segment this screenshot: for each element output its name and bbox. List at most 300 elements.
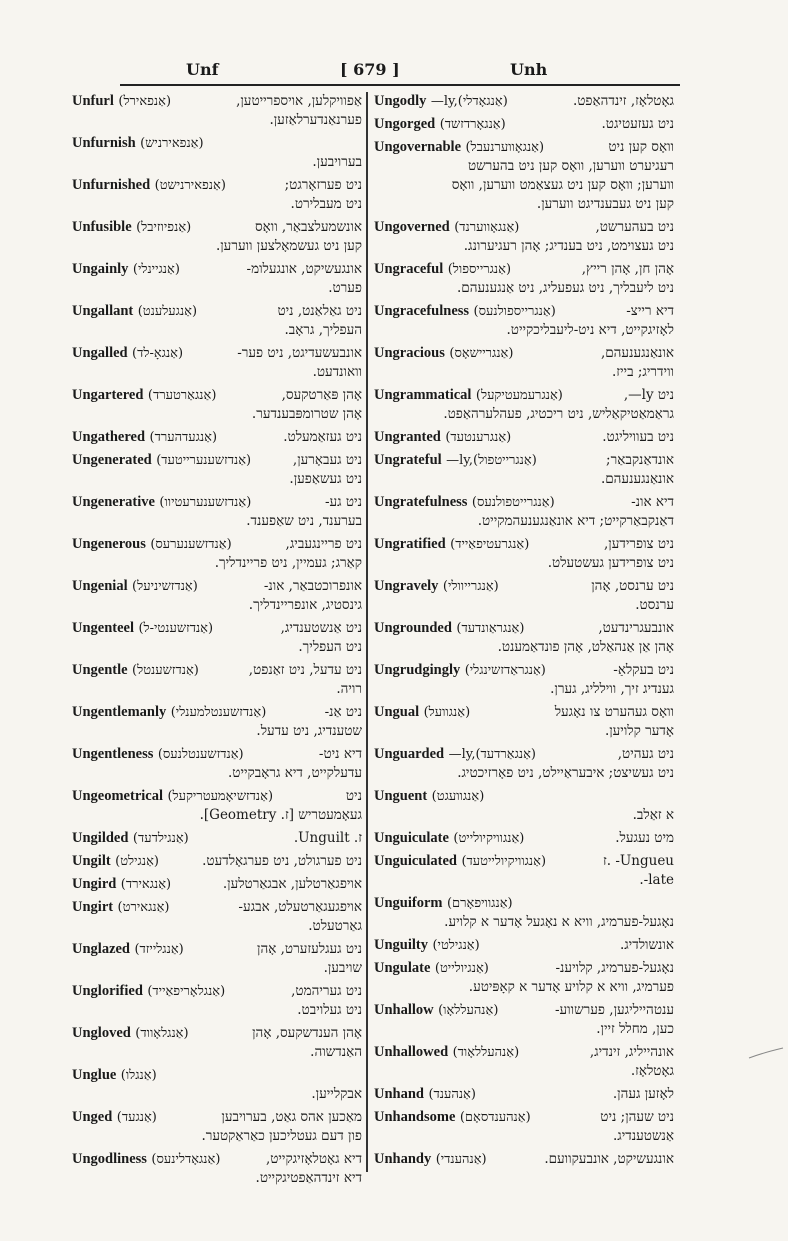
entry-definition: אונפרוכטבאַר, אונ- [263, 578, 362, 594]
entry-definition: דיא גאָטלאָזיגקייט, [265, 1151, 362, 1167]
entry-continuation: אַנשטענדיג. [612, 1128, 674, 1144]
entry-continuation: א זאַלב. [632, 807, 674, 823]
header-right-guideword: Unh [510, 60, 548, 79]
entry-pronunciation: (אַנהענדי) [435, 1152, 487, 1167]
entry-definition: ניט געהיט, [617, 746, 674, 762]
entry-first-line [72, 428, 362, 447]
entry-pronunciation: (אַנגוועל) [423, 705, 471, 720]
entry-first-line [72, 787, 362, 806]
entry-headword-group [374, 1150, 487, 1169]
entry-continuation: רעגיערט ווערען, וואָס קען ניט בהערשט [467, 158, 674, 174]
entry-pronunciation: (אַנגיולייט) [434, 961, 489, 976]
entry-definition: ניט געגלעזערט, אָהן [257, 941, 362, 957]
entry-continuation: ניט צופרידען געשטעלט. [547, 555, 674, 571]
dictionary-entry [72, 661, 362, 699]
dictionary-entry [374, 218, 674, 256]
entry-definition: אונאַנגענעהם, [600, 345, 674, 361]
entry-continuation: אָהן אַן אַנהאַלט, אָהן פונדאַמענט. [497, 639, 674, 655]
entry-pronunciation: (אַנגוויקיולייטעד) [461, 854, 547, 869]
entry-headword-group [72, 982, 225, 1001]
dictionary-entry [374, 745, 674, 783]
entry-definition: מיט נעגעל. [615, 830, 674, 846]
entry-headword: Ungathered [72, 429, 146, 445]
entry-pronunciation: (אַנדזשענטל) [132, 663, 199, 678]
entry-continuation: אָדער קלויען. [604, 723, 674, 739]
dictionary-entry [374, 894, 674, 932]
entry-headword: Ungallant [72, 303, 134, 319]
entry-headword: Ungorged [374, 116, 436, 132]
entry-headword: Ungodliness [72, 1151, 147, 1167]
entry-first-line [72, 1150, 362, 1169]
entry-first-line [72, 344, 362, 363]
entry-continuation: האַנדשוה. [310, 1044, 362, 1060]
entry-continuation: פערנאַנדערלאַזען. [269, 112, 362, 128]
entry-definition: אונשולדיג. [619, 937, 674, 953]
entry-definition: וואָס קען ניט [608, 139, 674, 155]
entry-pronunciation: (אַנדזשענטלמענלי) [170, 705, 267, 720]
entry-headword-group [374, 936, 480, 955]
entry-first-line [374, 703, 674, 722]
entry-pronunciation: (אַנדזשענטי-ל) [138, 621, 214, 636]
dictionary-entry [374, 1001, 674, 1039]
entry-headword-group [374, 428, 511, 447]
dictionary-entry [72, 493, 362, 531]
entry-headword: Ungracious [374, 345, 445, 361]
entry-definition: ענטהייליגען, פערשווע- [554, 1002, 674, 1018]
entry-definition: ניט געזעטיגט. [601, 116, 674, 132]
dictionary-entry [72, 92, 362, 130]
entry-first-line [72, 619, 362, 638]
entry-headword-group [72, 1108, 157, 1127]
dictionary-entry [72, 302, 362, 340]
entry-continuation: דאַנקבאַרקייט; דיא אונאַנגענעהמקייט. [477, 513, 674, 529]
entry-pronunciation: (אַנגאָווערנד) [454, 220, 520, 235]
entry-first-line [72, 898, 362, 917]
dictionary-entry [374, 1150, 674, 1169]
entry-definition: ניט שעהן; ניט [600, 1109, 674, 1125]
entry-headword-group [374, 535, 529, 554]
dictionary-entry [374, 115, 674, 134]
entry-headword: Unfurl [72, 93, 114, 109]
entry-definition: לאָזען געהן. [612, 1086, 674, 1102]
entry-pronunciation: —ly,(אַנגרייטפול) [446, 453, 537, 468]
entry-pronunciation: (אַנגרייטפולנעס) [471, 495, 555, 510]
entry-definition: מאַכען אהס גאַט, בערויבען [221, 1109, 362, 1125]
entry-definition: ניט געבאָרען, [292, 452, 362, 468]
entry-headword: Unhandy [374, 1151, 432, 1167]
entry-headword: Ungovernable [374, 139, 461, 155]
entry-headword-group [374, 745, 536, 764]
dictionary-entry [374, 138, 674, 214]
entry-headword: Unglazed [72, 941, 130, 957]
entry-first-line [72, 451, 362, 470]
entry-headword: Ungranted [374, 429, 441, 445]
entry-continuation: ניט געצוימט, ניט בענדיג; אָהן רעגיערונג. [463, 238, 674, 254]
column-divider [366, 92, 368, 1172]
entry-headword-group [72, 1024, 189, 1043]
entry-definition: ניט גע- [324, 494, 362, 510]
entry-pronunciation: (אַנהענד) [428, 1087, 476, 1102]
entry-headword: Ungracefulness [374, 303, 470, 319]
entry-first-line [72, 703, 362, 722]
dictionary-entry [72, 176, 362, 214]
dictionary-entry [72, 898, 362, 936]
entry-headword: Ungentleness [72, 746, 154, 762]
dictionary-entry [374, 428, 674, 447]
entry-headword: Ungodly [374, 93, 427, 109]
dictionary-entry [374, 577, 674, 615]
entry-first-line [72, 875, 362, 894]
entry-headword-group [374, 787, 484, 806]
entry-first-line [374, 661, 674, 680]
entry-pronunciation: (אַנגאָדלינעס) [151, 1152, 221, 1167]
right-column [374, 92, 674, 1172]
entry-first-line [374, 493, 674, 512]
entry-headword: Ungartered [72, 387, 144, 403]
dictionary-entry [72, 218, 362, 256]
dictionary-entry [72, 451, 362, 489]
entry-first-line [374, 1043, 674, 1062]
entry-continuation: בערענד, ניט שאַפענד. [246, 513, 362, 529]
entry-headword: Unhallow [374, 1002, 434, 1018]
entry-pronunciation: (אַנגאָ-לד) [132, 346, 184, 361]
dictionary-entry [374, 344, 674, 382]
entry-first-line [72, 493, 362, 512]
entry-pronunciation: (אַנגילטי) [432, 938, 480, 953]
entry-pronunciation: (אַנגוועגט) [431, 789, 485, 804]
entry-definition: ז. Unguilt. [293, 830, 362, 846]
entry-first-line [374, 218, 674, 237]
entry-pronunciation: (אַנגעדהערד) [149, 430, 218, 445]
entry-pronunciation: (אַנדזשענערעס) [150, 537, 232, 552]
dictionary-entry [72, 745, 362, 783]
entry-continuation: ניט מעבלירט. [290, 196, 362, 212]
entry-continuation: העפליך, גראָב. [284, 322, 362, 338]
entry-first-line [72, 745, 362, 764]
entry-definition: נאָגעל-פערמיג, קלויענ- [555, 960, 674, 976]
dictionary-entry [374, 1085, 674, 1104]
entry-definition: אונגעשיקט, אונגעלומ- [246, 261, 362, 277]
entry-pronunciation: (אַנגרעמעטיקעל) [475, 388, 563, 403]
entry-headword: Unguilty [374, 937, 428, 953]
entry-first-line [374, 1085, 674, 1104]
entry-headword: Unfusible [72, 219, 132, 235]
entry-first-line [72, 852, 362, 871]
entry-continuation: פערט. [328, 280, 362, 296]
dictionary-entry [374, 959, 674, 997]
entry-first-line [72, 302, 362, 321]
entry-pronunciation: (אַנפאירנישט) [154, 178, 226, 193]
dictionary-entry [374, 1043, 674, 1081]
entry-continuation: ערנסט. [635, 597, 674, 613]
entry-first-line [72, 134, 362, 153]
entry-headword: Ungilt [72, 853, 111, 869]
entry-headword: Ungentle [72, 662, 128, 678]
entry-first-line [72, 386, 362, 405]
entry-continuation: שויבען. [323, 960, 362, 976]
entry-pronunciation: (אַנגלייזד) [134, 942, 184, 957]
entry-headword: Ungratefulness [374, 494, 468, 510]
entry-headword: Unhand [374, 1086, 424, 1102]
entry-headword: Ungratified [374, 536, 446, 552]
entry-headword-group [72, 619, 213, 638]
entry-pronunciation: (אַנגאַרטערד) [147, 388, 217, 403]
entry-headword: Unglue [72, 1067, 117, 1083]
entry-headword: Ungilded [72, 830, 129, 846]
entry-headword-group [374, 493, 555, 512]
dictionary-entry [374, 92, 674, 111]
entry-pronunciation: (אַנגרענטעד) [445, 430, 512, 445]
entry-definition: ניט ly—, [623, 387, 674, 403]
entry-definition: אויפגעגאַרטעלט, אבגע- [238, 899, 362, 915]
entry-headword: Unguarded [374, 746, 445, 762]
entry-first-line [374, 577, 674, 596]
entry-first-line [72, 218, 362, 237]
dictionary-entry [72, 535, 362, 573]
entry-headword-group [374, 1085, 476, 1104]
entry-continuation: ניט העפליך. [298, 639, 362, 655]
entry-headword: Ungravely [374, 578, 439, 594]
entry-first-line [72, 260, 362, 279]
entry-headword-group [72, 703, 266, 722]
entry-pronunciation: (אַנפיוזיבל) [136, 220, 192, 235]
entry-first-line [374, 787, 674, 806]
entry-headword-group [374, 302, 556, 321]
entry-definition: אָהן חן, אָהן רייץ, [581, 261, 674, 277]
entry-headword-group [72, 829, 189, 848]
entry-definition: ניט אַנשטענדיג, [280, 620, 362, 636]
entry-definition: ניט בעהערשט, [595, 219, 674, 235]
dictionary-entry [72, 875, 362, 894]
entry-first-line [374, 959, 674, 978]
entry-headword-group [374, 218, 519, 237]
entry-pronunciation: (אַנגריישאָס) [449, 346, 514, 361]
dictionary-entry [72, 982, 362, 1020]
entry-first-line [72, 176, 362, 195]
entry-continuation: אבקלייען. [311, 1086, 362, 1102]
entry-first-line [374, 138, 674, 157]
entry-headword: Unguent [374, 788, 428, 804]
entry-first-line [374, 852, 674, 871]
entry-definition: וואָס געהערט צו נאָגעל [554, 704, 674, 720]
entry-continuation: אונאַנגענעהם. [600, 471, 674, 487]
entry-continuation: ווערען; וואָס קען ניט געצאַמט ווערען, וואָס [451, 177, 674, 193]
dictionary-entry [72, 577, 362, 615]
entry-headword: Ungenial [72, 578, 128, 594]
entry-headword-group [374, 894, 513, 913]
entry-pronunciation: —ly,(אַנגאָדלי) [430, 94, 508, 109]
entry-first-line [374, 92, 674, 111]
entry-first-line [374, 428, 674, 447]
dictionary-entry [72, 428, 362, 447]
entry-pronunciation: (אַנפאירל) [118, 94, 172, 109]
entry-headword-group [374, 703, 470, 722]
entry-first-line [72, 1108, 362, 1127]
entry-pronunciation: (אַנדזשענטלנעס) [157, 747, 244, 762]
entry-headword-group [374, 959, 489, 978]
entry-first-line [72, 92, 362, 111]
entry-first-line [72, 982, 362, 1001]
entry-headword: Ungird [72, 876, 117, 892]
entry-headword-group [374, 1108, 531, 1127]
entry-headword-group [72, 577, 198, 596]
dictionary-entry [374, 451, 674, 489]
entry-continuation: געאָמעטריש [ז. Geometry]. [199, 807, 362, 823]
entry-continuation: ניט ליעבליך, ניט געפעליג, ניט אַנגענעהם. [457, 280, 674, 296]
entry-headword-group [72, 1066, 157, 1085]
entry-headword-group [374, 619, 524, 638]
entry-definition: דיא רייצ- [626, 303, 674, 319]
dictionary-entry [72, 1024, 362, 1062]
entry-headword-group [72, 787, 273, 806]
entry-first-line [72, 661, 362, 680]
entry-continuation: גאַרטעלט. [308, 918, 362, 934]
entry-definition: ניט בעקלאַ- [613, 662, 674, 678]
entry-continuation: קען ניט געבענדיגט ווערען. [536, 196, 674, 212]
dictionary-entry [72, 1066, 362, 1104]
entry-pronunciation: (אַנגרעטיפאַייד) [450, 537, 530, 552]
entry-pronunciation: (אַנגאירט) [117, 900, 170, 915]
entry-pronunciation: (אַנדזשענערעטיוו) [159, 495, 252, 510]
entry-pronunciation: (אַנגעלענט) [137, 304, 198, 319]
entry-continuation: ניט געשיצט; איבעראַיילט, ניט פאָרזיכטיג. [457, 765, 674, 781]
entry-continuation: קען ניט געשמאָלצען ווערען. [215, 238, 362, 254]
entry-definition: ניט געזאַמעלט. [283, 429, 362, 445]
entry-definition: ניט [345, 788, 362, 804]
entry-continuation: late-. [639, 872, 674, 888]
entry-headword: Ungenerous [72, 536, 146, 552]
entry-first-line [374, 745, 674, 764]
entry-headword-group [374, 138, 544, 157]
entry-first-line [374, 1150, 674, 1169]
entry-pronunciation: (אַנגראַונדעד) [456, 621, 525, 636]
dictionary-entry [374, 787, 674, 825]
entry-first-line [374, 451, 674, 470]
entry-first-line [72, 829, 362, 848]
entry-continuation: פון דעם געטליכען כאַראַקטער. [201, 1128, 362, 1144]
entry-continuation: רויה. [336, 681, 362, 697]
entry-headword: Ungenerative [72, 494, 155, 510]
entry-headword-group [374, 1001, 498, 1020]
entry-headword-group [72, 218, 191, 237]
entry-continuation: גראַמאַטיקאַליש, ניט ריכטיג, פעהלערהאַפט. [443, 406, 674, 422]
entry-headword: Ungloved [72, 1025, 131, 1041]
entry-definition: אונבעשעדיגט, ניט פער- [237, 345, 362, 361]
dictionary-entry [72, 260, 362, 298]
entry-pronunciation: (אַנגרייוולי) [442, 579, 499, 594]
entry-first-line [72, 577, 362, 596]
entry-pronunciation: (אַנגעד) [116, 1110, 157, 1125]
entry-definition: אונבעגרינדעט, [598, 620, 674, 636]
entry-pronunciation: (אַנגראַדזשינגלי) [464, 663, 546, 678]
entry-definition: אַפוויקלען, אויספרייטען, [236, 93, 362, 109]
dictionary-entry [374, 852, 674, 890]
dictionary-entry [72, 344, 362, 382]
entry-first-line [374, 302, 674, 321]
entry-first-line [374, 386, 674, 405]
entry-headword-group [72, 852, 159, 871]
entry-headword: Ungenteel [72, 620, 135, 636]
entry-definition: אָהן הענדשקעס, אָהן [252, 1025, 362, 1041]
entry-pronunciation: (אַנגאָווערנעבל) [465, 140, 545, 155]
entry-pronunciation: (אַנגיינלי) [132, 262, 180, 277]
entry-definition: אָהן פּאַרטקעס, [281, 387, 362, 403]
entry-first-line [374, 829, 674, 848]
entry-definition: ניט ערנסט, אָהן [591, 578, 674, 594]
entry-headword-group [72, 493, 251, 512]
entry-headword-group [374, 115, 506, 134]
entry-headword: Ungual [374, 704, 420, 720]
entry-headword-group [374, 661, 546, 680]
entry-headword: Unguiculate [374, 830, 449, 846]
entry-headword-group [374, 852, 546, 871]
entry-continuation: גאָטלאָז. [630, 1063, 674, 1079]
entry-first-line [374, 936, 674, 955]
entry-pronunciation: (אַנדזשיניעל) [132, 579, 198, 594]
entry-headword-group [374, 344, 513, 363]
entry-definition: ניט בעוויליגט. [602, 429, 674, 445]
entry-pronunciation: (אַנגוויפאָרם) [446, 896, 513, 911]
entry-headword-group [72, 875, 171, 894]
entry-first-line [72, 1024, 362, 1043]
entry-first-line [72, 535, 362, 554]
entry-headword: Ungentlemanly [72, 704, 167, 720]
entry-headword: Unguiculated [374, 853, 457, 869]
entry-headword-group [374, 386, 563, 405]
entry-headword-group [72, 92, 171, 111]
entry-definition: ניט פערגולט, ניט פערגאָלדעט. [202, 853, 362, 869]
entry-definition: ניט אַנ- [324, 704, 362, 720]
entry-continuation: ניט געשאַפען. [289, 471, 362, 487]
pencil-mark [748, 1046, 784, 1060]
entry-continuation: גינסטיג, אונפריינדליך. [248, 597, 362, 613]
entry-pronunciation: (אַנדזשיאָמעטריקעל) [167, 789, 274, 804]
entry-definition: אויפגאַרטלען, אבגאַרטלען. [222, 876, 362, 892]
entry-first-line [374, 1001, 674, 1020]
entry-definition: דיא ניט- [318, 746, 362, 762]
entry-headword-group [72, 535, 232, 554]
entry-definition: אונהייליג, זינדיג, [589, 1044, 674, 1060]
entry-continuation: אָהן שטרומפּבענדער. [251, 406, 362, 422]
entry-definition: גאָטלאָז, זינדהאַפט. [572, 93, 674, 109]
entry-headword-group [374, 92, 508, 111]
entry-pronunciation: (אַנגרייספול) [447, 262, 512, 277]
entry-headword-group [72, 745, 244, 764]
entry-first-line [374, 115, 674, 134]
entry-headword: Unguiform [374, 895, 443, 911]
entry-headword: Ungainly [72, 261, 129, 277]
entry-continuation: לאָזיגקייט, דיא ניט-ליעבליכקייט. [506, 322, 674, 338]
entry-definition: Ungueu- .ז [602, 853, 674, 869]
entry-headword: Ungraceful [374, 261, 444, 277]
entry-definition: ניט צופרידען, [603, 536, 674, 552]
entry-headword: Ungrudgingly [374, 662, 461, 678]
dictionary-entry [72, 852, 362, 871]
entry-pronunciation: (אַנגילדעד) [132, 831, 189, 846]
dictionary-entry [374, 829, 674, 848]
entry-pronunciation: (אַנפאירניש) [140, 136, 204, 151]
dictionary-entry [374, 661, 674, 699]
entry-headword: Unhandsome [374, 1109, 456, 1125]
entry-pronunciation: (אַנגאירד) [120, 877, 172, 892]
entry-headword-group [374, 451, 537, 470]
entry-continuation: פערמיג, וויא א קלויע אָדער א קאָפּיטע. [468, 979, 674, 995]
dictionary-entry [72, 829, 362, 848]
entry-pronunciation: (אַנגילט) [115, 854, 159, 869]
entry-headword-group [72, 661, 199, 680]
entry-continuation: ווידריג; בייז. [611, 364, 674, 380]
entry-definition: ניט פערזאָרגט; [284, 177, 362, 193]
